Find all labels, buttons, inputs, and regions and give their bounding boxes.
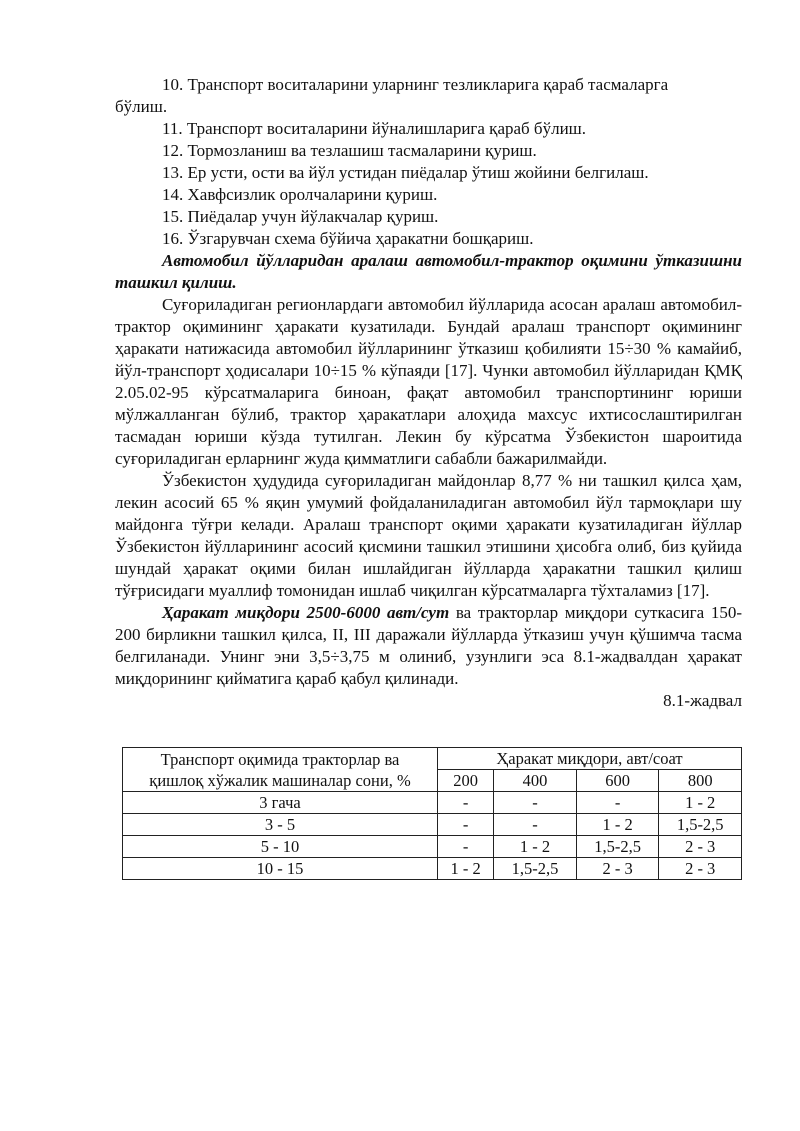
traffic-table <box>122 747 742 880</box>
list-item-13: 13. Ер усти, ости ва йўл устидан пиёдалар ўтиш жойини белгилаш. <box>162 163 649 182</box>
table-cell: - <box>438 792 494 814</box>
table-header-row <box>123 748 742 770</box>
table-cell: - <box>438 814 494 836</box>
table-cell: - <box>494 814 577 836</box>
paragraph-3 <box>115 602 742 690</box>
table-cell: 1,5-2,5 <box>576 836 659 858</box>
paragraph-1: Суғориладиган регионлардаги автомобил йўлларида асосан аралаш автомобил-трактор оқимининг ҳаракати кузатилади. Бундай аралаш транспорт оқимининг ҳаракати натижасида автомобил йўлларининг ўтказиш қобилияти 15÷30 % камайиб, йўл-транспорт ҳодисалари 10÷15 % кўпаяди [17]. Чунки автомобил йўлларидан ҚМҚ 2.05.02-95 кўрсатмаларига биноан, фақат автомобил транспортининг юриши мўлжалланган бўлиб, трактор ҳаракатлари алоҳида махсус ихтисослаштирилган тасмадан юриши кўзда тутилган. Лекин бу кўрсатма Ўзбекистон шароитида суғориладиган ерларнинг жуда қимматлиги сабабли бажарилмайди. <box>115 295 742 468</box>
table-cell: 1,5-2,5 <box>494 858 577 880</box>
table-cell: - <box>438 836 494 858</box>
header-left-line-2: қишлоқ хўжалик машиналар сони, % <box>149 770 411 790</box>
row-label: 5 - 10 <box>123 836 438 858</box>
table-caption: 8.1-жадвал <box>663 691 742 710</box>
table-cell: 2 - 3 <box>659 858 742 880</box>
list-item-12: 12. Тормозланиш ва тезлашиш тасмаларини қуриш. <box>162 141 537 160</box>
table-row <box>123 836 742 858</box>
header-tractor-share <box>123 748 438 792</box>
column-header: 400 <box>494 770 577 792</box>
column-header: 600 <box>576 770 659 792</box>
table-cell: 1 - 2 <box>438 858 494 880</box>
table-row <box>123 814 742 836</box>
document-page <box>115 74 742 712</box>
row-label: 3 - 5 <box>123 814 438 836</box>
column-header: 800 <box>659 770 742 792</box>
section-heading: Автомобил йўлларидан аралаш автомобил-трактор оқимини ўтказишни ташкил қилиш. <box>115 251 742 292</box>
table-row <box>123 792 742 814</box>
header-left-line-1: Транспорт оқимида тракторлар ва <box>160 749 400 769</box>
list-item-15: 15. Пиёдалар учун йўлакчалар қуриш. <box>162 207 439 226</box>
list-item-11: 11. Транспорт воситаларини йўналишларига қараб бўлиш. <box>162 119 587 138</box>
table-cell: 2 - 3 <box>659 836 742 858</box>
table-row <box>123 858 742 880</box>
row-label: 3 гача <box>123 792 438 814</box>
table-cell: 1 - 2 <box>659 792 742 814</box>
paragraph-3-emphasis: Ҳаракат миқдори 2500-6000 авт/сут <box>162 603 450 622</box>
column-header: 200 <box>438 770 494 792</box>
row-label: 10 - 15 <box>123 858 438 880</box>
table-cell: - <box>576 792 659 814</box>
table-cell: 1,5-2,5 <box>659 814 742 836</box>
table-cell: 2 - 3 <box>576 858 659 880</box>
list-item-16: 16. Ўзгарувчан схема бўйича ҳаракатни бошқариш. <box>162 229 534 248</box>
table-cell: 1 - 2 <box>576 814 659 836</box>
header-traffic-volume: Ҳаракат миқдори, авт/соат <box>438 748 742 770</box>
paragraph-2: Ўзбекистон ҳудудида суғориладиган майдонлар 8,77 % ни ташкил қилса ҳам, лекин асосий 65 % яқин умумий фойдаланиладиган автомобил йўл тармоқлари шу майдонга тўғри келади. Аралаш транспорт оқими ҳаракати кузатиладиган йўллар Ўзбекистон йўлларининг асосий қисмини ташкил этишини ҳисобга олиб, биз қуйида шундай ҳаракат оқими билан ишлайдиган йўлларда ҳаракатни ташкил қилиш тўғрисидаги муаллиф томонидан ишлаб чиқилган кўрсатмаларга тўхталамиз [17]. <box>115 471 742 600</box>
list-item-10: 10. Транспорт воситаларини уларнинг тезликларига қараб тасмаларга <box>162 75 669 94</box>
table-cell: 1 - 2 <box>494 836 577 858</box>
table-cell: - <box>494 792 577 814</box>
list-item-10-continuation: бўлиш. <box>115 97 168 116</box>
paragraph-3-text: ва тракторлар миқдори суткасига 150-200 бирликни ташкил қилса, II, III даражали йўлларда ўтказиш учун қўшимча тасма белгиланади. Унинг эни 3,5÷3,75 м олиниб, узунлиги эса 8.1-жадвалдан ҳаракат миқдорининг қийматига қараб қабул қилинади. <box>115 603 742 688</box>
list-item-14: 14. Хавфсизлик оролчаларини қуриш. <box>162 185 438 204</box>
